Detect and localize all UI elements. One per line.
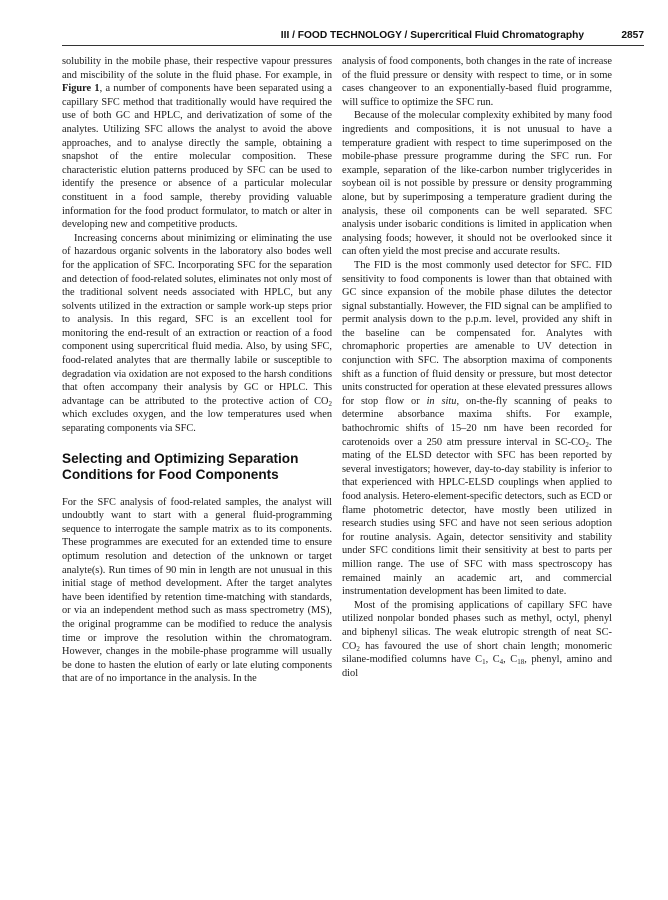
paragraph: solubility in the mobile phase, their respective vapour pressures and miscibility of the solute in the fluid phase. For example, in Figure 1, a number of components have been separated using a capillary SFC method that traditionally would have required the use of both GC and HPLC, and derivatization of some of the analytes. Utilizing SFC allows the analyst to avoid the above approaches, and to analyse directly the sample, obtaining a snapshot of the entire molecular composition. These characteristic elution patterns produced by SFC can be used to identify the presence or absence of a particular molecular constituent in a food sample, thereby providing valuable information for the food product formulator, to match or alter in developing new and competitive products.	[62, 56, 332, 231]
paragraph: analysis of food components, both changes in the rate of increase of the fluid pressure or density with respect to time, or in some cases changeover to an exponentially-based fluid programme, will suffice to optimize the SFC run.	[342, 56, 612, 108]
paragraph: Because of the molecular complexity exhibited by many food ingredients and compositions, it is not unusual to have a temperature gradient with respect to time superimposed on the mobile-phase pressure programme during the SFC run. For example, separation of the like-carbon number triglycerides in soybean oil is not possible by pressure or density programming alone, but by superimposing a temperature gradient during the analysis, these oil components can be well separated. SFC analysis under isobaric conditions is limited in application when analysing foods; however, it should not be overlooked since it can often yield the most precise and accurate results.	[342, 110, 612, 258]
paragraph: The FID is the most commonly used detector for SFC. FID sensitivity to food components is lower than that obtained with GC since expansion of the mobile phase dilutes the detector signal substantially. However, the FID signal can be amplified to permit analysis down to the p.p.m. level, provided any shift in the baseline can be compensated for. Analytes with chromaphoric properties are amenable to UV detection in conjunction with SFC. The absorption maxima of components shift as a function of fluid density or pressure, but most detector units constructed for operation at these elevated pressures allows for stop flow or in situ, on-the-fly scanning of peaks to determine absorbance maxima shifts. For example, bathochromic shifts of 15–20 nm have been recorded for carotenoids over a 250 atm pressure interval in $SC-CO_2$. The mating of the ELSD detector with SFC has been reported by several investigators; however, day-to-day stability is inferior to that experienced with HPLC-ELSD couplings when applied to food analysis. Hetero-element-specific detectors, such as ECD or flame photometric detector, have mostly been utilized in research studies using SFC and have not seen serious adoption for routine analysis. Again, detector sensitivity and stability under SFC conditions limit their sensitivity at best to parts per million range. The use of SFC with mass spectroscopy has remained mainly an academic art, and commercial instrumentation development has been limited to date.	[342, 259, 613, 598]
paragraph: Most of the promising applications of capillary SFC have utilized nonpolar bonded phases such as methyl, octyl, phenyl and biphenyl silicas. The weak elutropic strength of neat $SC-CO_2$ has favoured the use of short chain length; monomeric silane-modified columns have $C_1$, $C_4$, $C_{18}$, phenyl, amino and diol	[342, 599, 613, 679]
right-column	[342, 55, 612, 680]
left-column	[62, 55, 332, 686]
header-rule	[62, 45, 644, 46]
paragraph: Increasing concerns about minimizing or eliminating the use of hazardous organic solvents in the laboratory also bodes well for the application of SFC. Incorporating SFC for the separation and detection of food-related solutes, eliminates not only most of the traditional solvent needs associated with HPLC, but any solvents utilized in the extraction or sample work-up steps prior to analysis. In this regard, SFC is an excellent tool for monitoring the end-result of an extraction or reaction of a food component using supercritical fluid media. Also, by using SFC, food-related analytes that are thermally labile or susceptible to degradation via oxidation are not exposed to the harsh conditions that often accompany their analysis by GC or HPLC. This advantage can be attributed to the protective action of $CO_2$ which excludes oxygen, and the low temperatures used when separating components via SFC.	[62, 232, 332, 435]
paragraph: For the SFC analysis of food-related samples, the analyst will undoubtly want to start with a general fluid-programming sequence to interrogate the sample matrix as to its components. These programmes are executed for an extended time to ensure optimum resolution and detection of the unknown or target analyte(s). Run times of 90 min in length are not unusual in this initial stage of method development. After the target analytes have been identified by retention time-matching with standards, or via an independent method such as mass spectrometry (MS), the original programme can be modified to reduce the analysis time or improve the resolution within the chromatogram. However, changes in the mobile-phase programme will usually be done to hasten the elution of early or late eluting components that are of no importance in the analysis. In the	[62, 496, 332, 685]
page-number: 2857	[621, 30, 644, 41]
running-title: III / FOOD TECHNOLOGY / Supercritical Fluid Chromatography	[280, 30, 584, 41]
section-heading: Selecting and Optimizing Separation Conditions for Food Components	[62, 450, 299, 483]
running-header	[0, 0, 668, 46]
figure-reference: Figure 1	[62, 83, 100, 95]
